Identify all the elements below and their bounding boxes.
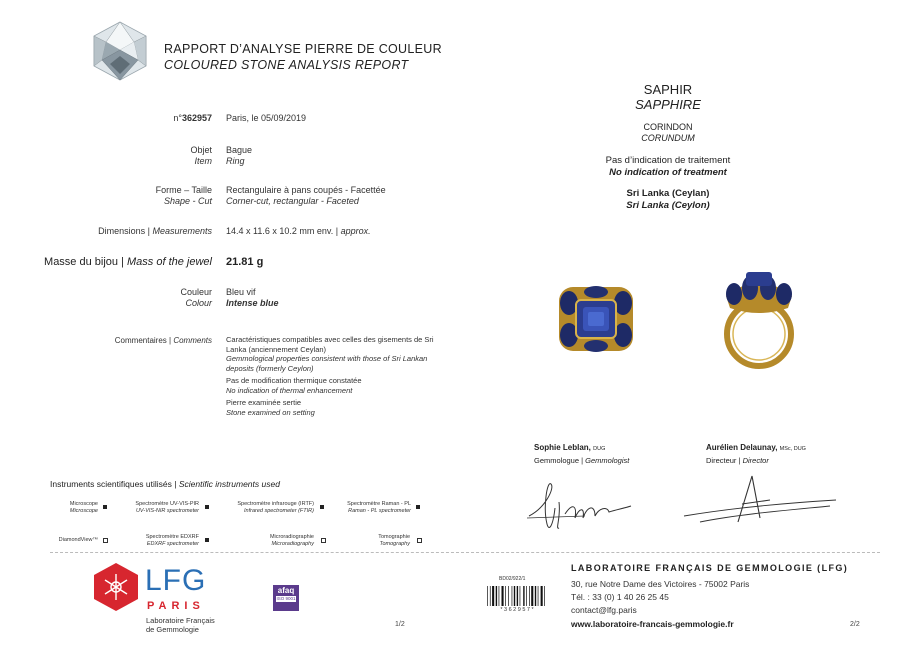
barcode-bar [526,586,527,606]
barcode-bar [538,586,539,606]
comment-3-fr: Pierre examinée sertie [226,398,302,407]
instrument-raman: Spectromètre Raman - PL Raman - PL spectrometer [347,501,411,514]
instrument-microradiography: Microradiographie Microradiography [269,534,314,547]
barcode-bar [531,586,533,606]
barcode-bar [512,586,513,606]
barcode [486,586,548,606]
afaq-badge: afaq ISO 9001 [273,585,299,611]
instrument-microscope: Microscope Microscope [69,501,98,514]
barcode-bar [505,586,506,606]
page-number-left: 1/2 [395,621,405,628]
checkbox-edxrf [205,538,209,542]
barcode-bar [496,586,497,606]
instrument-uv-vis-nir: Spectromètre UV-VIS-PIR UV-VIS-NIR spectrometer [135,501,199,514]
lab-website-link[interactable]: www.laboratoire-francais-gemmologie.fr [571,619,734,629]
signature-1-image [525,478,635,534]
checkbox-diamondview [103,538,108,543]
lfg-logo-paris: PARIS [147,600,205,612]
mass-label: Masse du bijou | Mass of the jewel [44,256,212,268]
barcode-bar [499,586,500,606]
lfg-lab-name-short: Laboratoire Français de Gemmologie [146,616,215,634]
report-number: n°362957 [173,113,212,123]
comment-2-fr: Pas de modification thermique constatée [226,376,362,385]
report-title-fr: RAPPORT D’ANALYSE PIERRE DE COULEUR [164,42,442,56]
instrument-ftir: Spectromètre infrarouge (IRTF) Infrared spectrometer (FTIR) [237,501,314,514]
variety-fr: CORINDON [643,122,693,132]
lab-name: LABORATOIRE FRANÇAIS DE GEMMOLOGIE (LFG) [571,563,849,573]
dimensions-value: 14.4 x 11.6 x 10.2 mm env. | approx. [226,226,371,236]
barcode-bar [541,586,543,606]
barcode-bar [544,586,545,606]
checkbox-microradiography [321,538,326,543]
barcode-text: * 3 6 2 9 5 7 * [500,607,534,613]
lfg-emblem-icon [92,562,140,612]
checkbox-raman [416,505,420,509]
lab-email-link[interactable]: contact@lfg.paris [571,605,637,615]
treatment-en: No indication of treatment [609,167,727,178]
signature-2-image [680,470,840,530]
lab-phone: Tél. : 33 (0) 1 40 26 25 45 [571,592,669,602]
instrument-diamondview: DiamondView™ [58,537,98,543]
comments-block [226,335,448,417]
item-value: Bague Ring [226,145,253,166]
barcode-bar [490,586,491,606]
instrument-tomography: Tomographie Tomography [378,534,410,547]
signatory-2: Aurélien Delaunay, MSc, DUG Directeur | Director [706,443,806,465]
gem-logo [90,20,150,82]
item-label: Objet Item [190,145,212,166]
checkbox-ftir [320,505,324,509]
report-title-en: COLOURED STONE ANALYSIS REPORT [164,58,409,72]
conclusion-block [548,82,788,212]
comment-2-en: No indication of thermal enhancement [226,385,353,395]
comment-1-fr: Caractéristiques compatibles avec celles des gisements de Sri Lanka (anciennement Ceylan) [226,335,434,354]
variety-en: CORUNDUM [641,133,695,143]
lab-address: 30, rue Notre Dame des Victoires - 75002 Paris [571,579,750,589]
footer-divider [50,552,880,553]
barcode-bar [529,586,530,606]
treatment-fr: Pas d’indication de traitement [605,155,731,166]
comments-label: Commentaires | Comments [114,336,212,345]
checkbox-microscope [103,505,107,509]
colour-label: Couleur Colour [180,287,212,308]
ring-top-view-image [555,283,637,355]
comment-3-en: Stone examined on setting [226,407,315,417]
barcode-bar [492,586,494,606]
barcode-bar [517,586,518,606]
ring-side-view-image [718,266,800,370]
origin-en: Sri Lanka (Ceylon) [626,200,710,211]
checkbox-uv-vis-nir [205,505,209,509]
barcode-bar [487,586,488,606]
checkbox-tomography [417,538,422,543]
lfg-logo-text: LFG [145,564,207,597]
barcode-bar [508,586,509,606]
comment-1-en: Gemmological properties consistent with those of Sri Lankan deposits (formerly Ceylon) [226,354,428,373]
signatory-1: Sophie Leblan, DUG Gemmologue | Gemmologist [534,443,630,465]
colour-value: Bleu vif Intense blue [226,287,279,308]
barcode-bar [502,586,504,606]
page-number-right: 2/2 [850,621,860,628]
dimensions-label: Dimensions | Measurements [98,226,212,236]
shape-value: Rectangulaire à pans coupés - Facettée Corner-cut, rectangular - Faceted [226,185,386,206]
barcode-bar [520,586,521,606]
species-en: SAPPHIRE [635,97,701,112]
report-date: Paris, le 05/09/2019 [226,113,307,123]
origin-fr: Sri Lanka (Ceylan) [626,188,710,199]
barcode-bar [523,586,524,606]
doc-ref: BD02/922/1 [499,576,526,582]
barcode-bar [514,586,515,606]
instrument-edxrf: Spectromètre EDXRF EDXRF spectrometer [145,534,199,547]
instruments-heading: Instruments scientifiques utilisés | Scientific instruments used [50,479,280,489]
mass-value: 21.81 g [226,256,264,268]
barcode-bar [535,586,536,606]
shape-label: Forme – Taille Shape - Cut [155,185,212,206]
species-fr: SAPHIR [643,82,693,97]
